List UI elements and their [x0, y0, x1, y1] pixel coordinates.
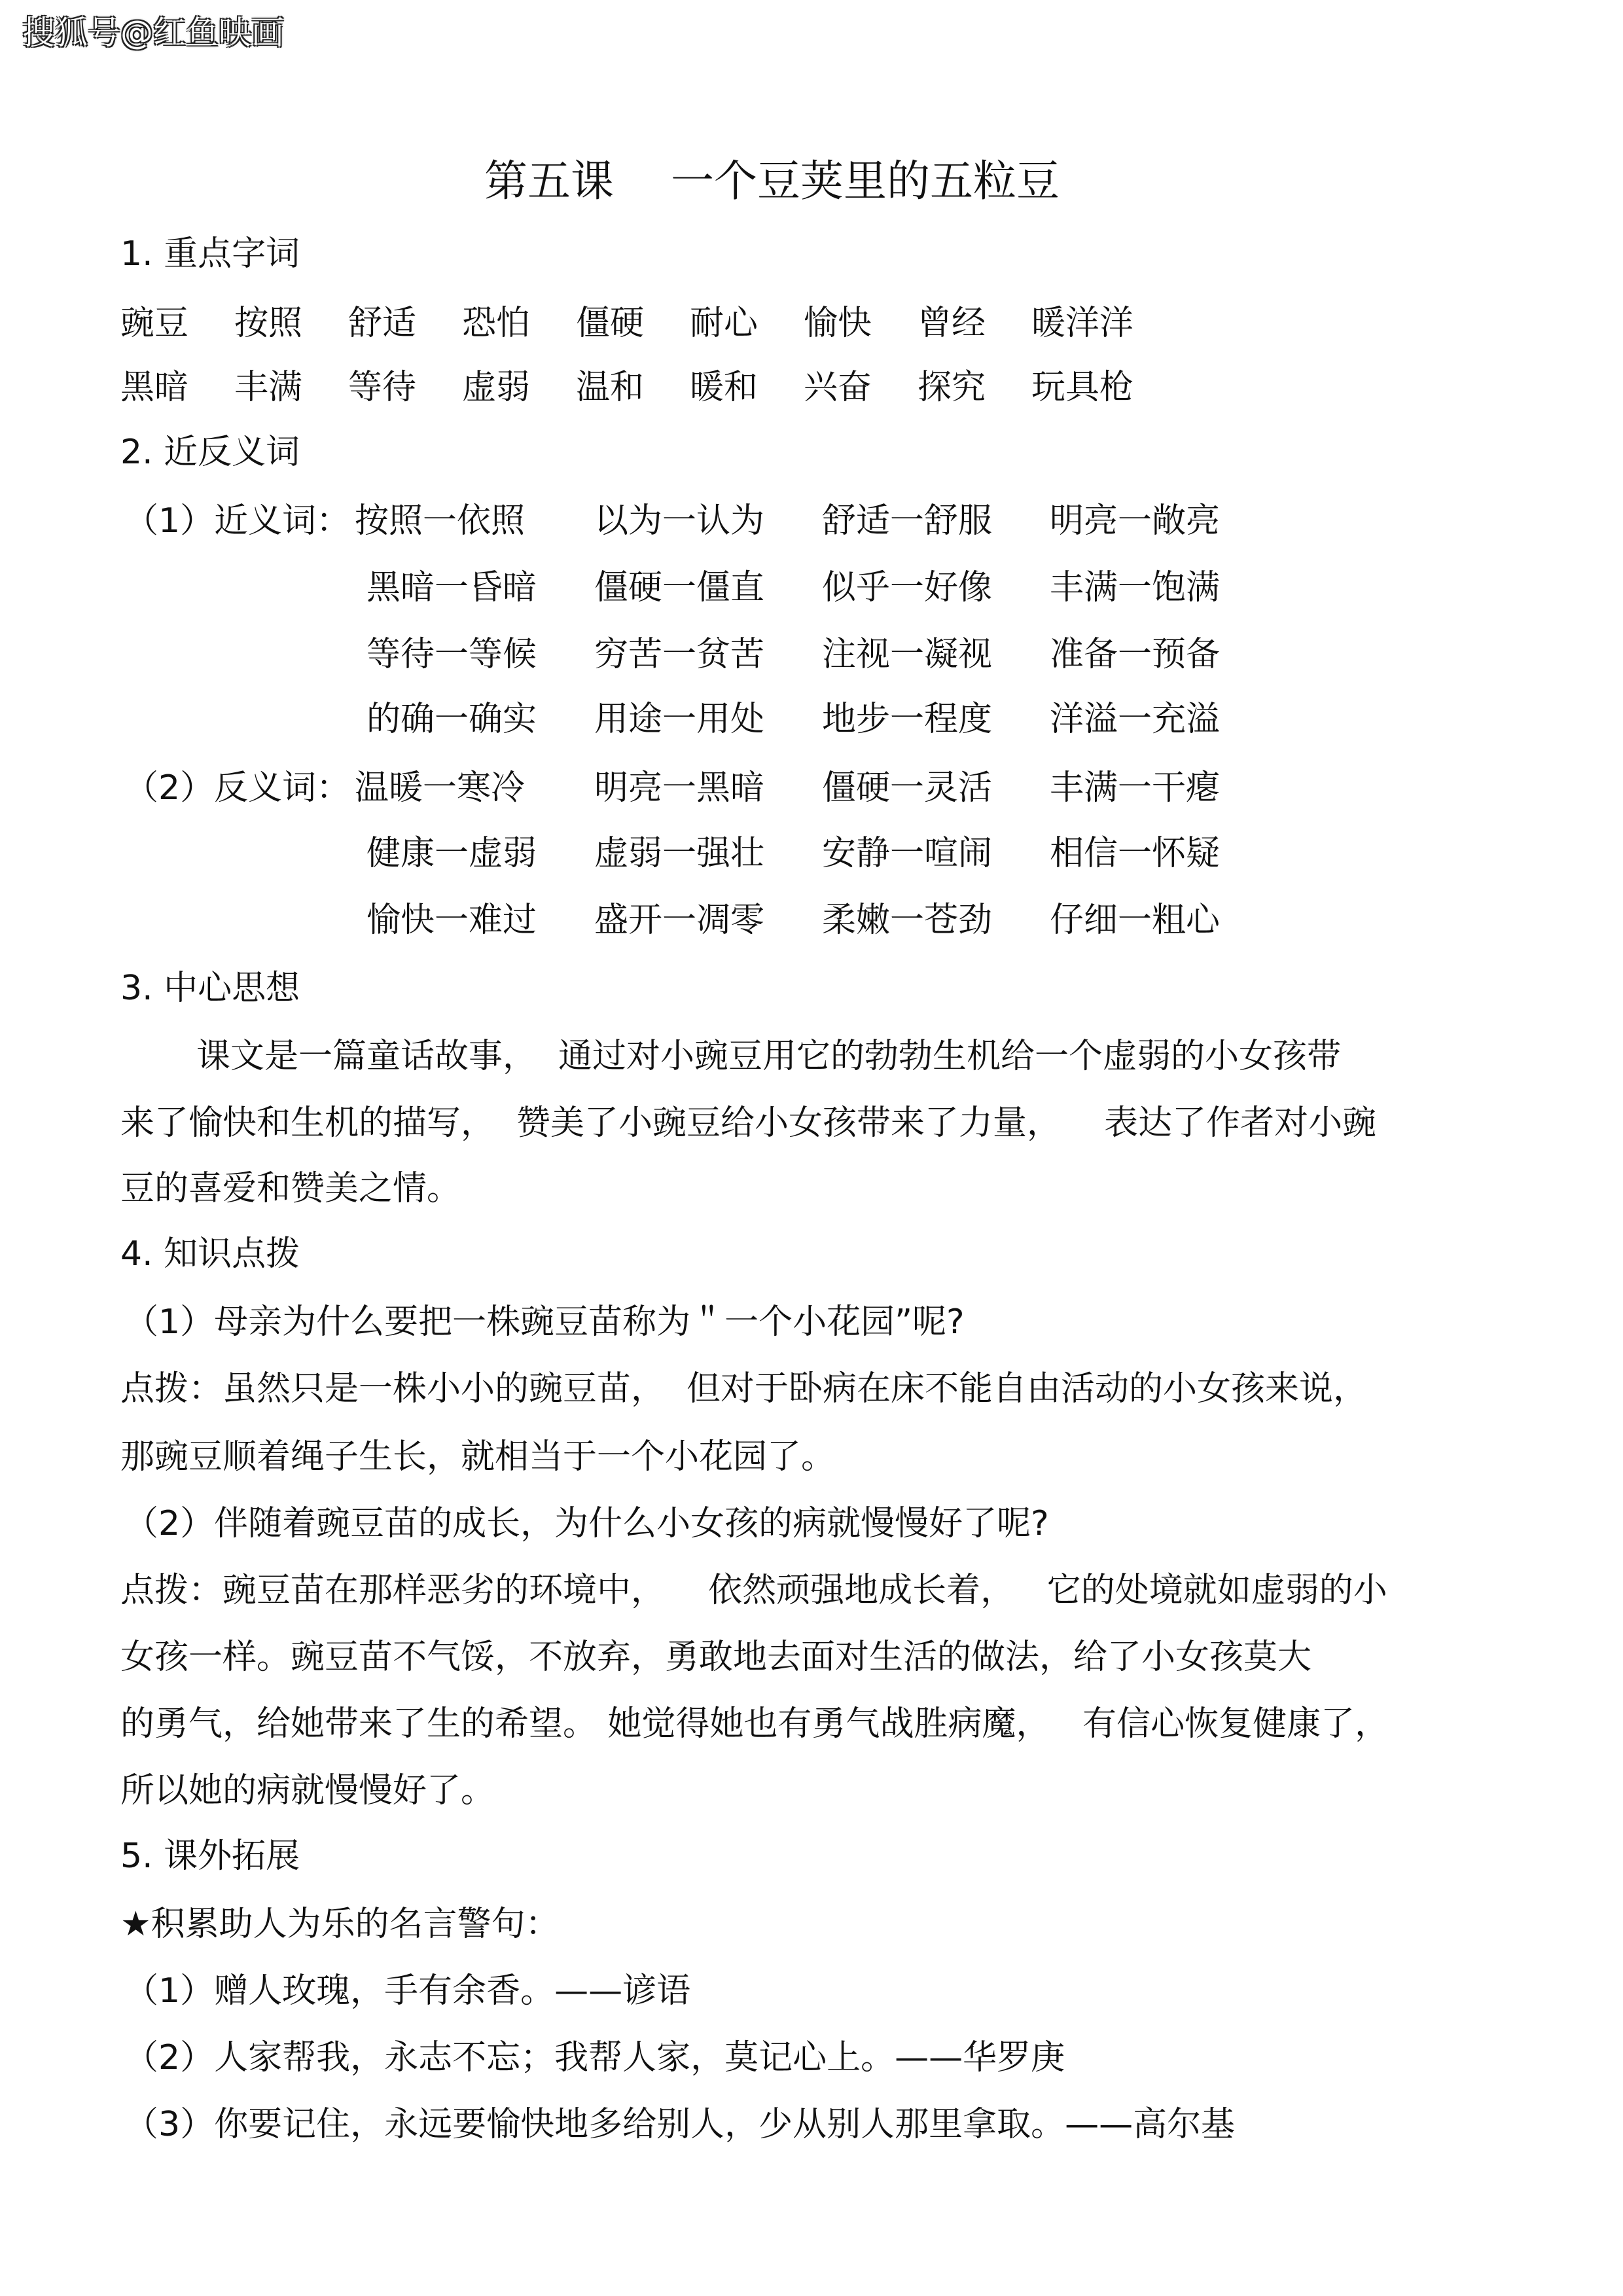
section-5-heading: 5. 课外拓展	[120, 1837, 300, 1876]
question-1: （1）母亲为什么要把一株豌豆苗称为＂一个小花园”呢?	[124, 1302, 965, 1342]
key-word: 愉快	[804, 304, 872, 343]
synonym-pair: 的确一确实	[366, 700, 537, 739]
synonym-pair: 用途一用处	[594, 700, 765, 739]
key-word: 温和	[576, 368, 645, 407]
antonym-pair: 盛开一凋零	[594, 901, 765, 940]
antonym-pair: 虚弱一强壮	[594, 834, 765, 873]
antonym-pair: 柔嫩一苍劲	[822, 901, 993, 940]
watermark: 搜狐号@红鱼映画	[22, 14, 284, 52]
key-word: 曾经	[918, 304, 986, 343]
antonym-pair: 明亮一黑暗	[594, 768, 765, 808]
synonym-pair: 明亮一敞亮	[1050, 501, 1221, 541]
answer-2-line: 的勇气，给她带来了生的希望。 她觉得她也有勇气战胜病魔， 有信心恢复健康了，	[120, 1704, 1389, 1744]
antonym-pair: 安静一喧闹	[822, 834, 993, 873]
quote: （3）你要记住，永远要愉快地多给别人，少从别人那里拿取。——高尔基	[124, 2105, 1236, 2144]
key-word: 豌豆	[120, 304, 189, 343]
synonym-pair: 黑暗一昏暗	[366, 568, 537, 607]
quote: （1）赠人玫瑰，手有余香。——谚语	[124, 1971, 691, 2011]
key-word: 按照	[234, 304, 303, 343]
antonyms-label: （2）反义词：	[124, 768, 351, 808]
synonym-pair: 丰满一饱满	[1050, 568, 1221, 607]
central-idea-line: 豆的喜爱和赞美之情。	[120, 1169, 461, 1208]
section-4-heading: 4. 知识点拨	[120, 1234, 300, 1274]
answer-2-line: 女孩一样。豌豆苗不气馁，不放弃，勇敢地去面对生活的做法，给了小女孩莫大	[120, 1638, 1312, 1677]
quotes-intro: ★积累助人为乐的名言警句：	[120, 1905, 560, 1944]
section-2-heading: 2. 近反义词	[120, 433, 300, 472]
synonym-pair: 似乎一好像	[822, 568, 993, 607]
synonym-pair: 按照一依照	[355, 501, 526, 541]
key-word: 丰满	[234, 368, 303, 407]
antonym-pair: 愉快一难过	[366, 901, 537, 940]
synonyms-label: （1）近义词：	[124, 501, 351, 541]
synonym-pair: 注视一凝视	[822, 635, 993, 674]
central-idea-line: 来了愉快和生机的描写， 赞美了小豌豆给小女孩带来了力量， 表达了作者对小豌	[120, 1103, 1377, 1143]
key-word: 恐怕	[462, 304, 531, 343]
antonym-pair: 僵硬一灵活	[822, 768, 993, 808]
answer-1-line: 点拨：虽然只是一株小小的豌豆苗， 但对于卧病在床不能自由活动的小女孩来说，	[120, 1369, 1368, 1408]
synonym-pair: 等待一等候	[366, 635, 537, 674]
key-word: 暖洋洋	[1031, 304, 1134, 343]
central-idea-line: 课文是一篇童话故事， 通过对小豌豆用它的勃勃生机给一个虚弱的小女孩带	[196, 1037, 1342, 1076]
synonym-pair: 洋溢一充溢	[1050, 700, 1221, 739]
answer-1-line: 那豌豆顺着绳子生长，就相当于一个小花园了。	[120, 1437, 836, 1477]
quote: （2）人家帮我，永志不忘；我帮人家，莫记心上。——华罗庚	[124, 2038, 1065, 2077]
antonym-pair: 相信一怀疑	[1050, 834, 1221, 873]
question-2: （2）伴随着豌豆苗的成长，为什么小女孩的病就慢慢好了呢?	[124, 1504, 1049, 1543]
key-word: 等待	[348, 368, 417, 407]
synonym-pair: 以为一认为	[594, 501, 765, 541]
key-word: 僵硬	[576, 304, 645, 343]
antonym-pair: 健康一虚弱	[366, 834, 537, 873]
synonym-pair: 穷苦一贫苦	[594, 635, 765, 674]
key-word: 黑暗	[120, 368, 189, 407]
antonym-pair: 仔细一粗心	[1050, 901, 1221, 940]
section-1-heading: 1. 重点字词	[120, 234, 300, 274]
key-word: 舒适	[348, 304, 417, 343]
synonym-pair: 僵硬一僵直	[594, 568, 765, 607]
answer-2-line: 所以她的病就慢慢好了。	[120, 1771, 495, 1810]
synonym-pair: 舒适一舒服	[822, 501, 993, 541]
key-word: 兴奋	[804, 368, 872, 407]
key-word: 探究	[918, 368, 986, 407]
synonym-pair: 地步一程度	[822, 700, 993, 739]
answer-2-line: 点拨：豌豆苗在那样恶劣的环境中， 依然顽强地成长着， 它的处境就如虚弱的小	[120, 1571, 1387, 1610]
antonym-pair: 温暖一寒冷	[355, 768, 526, 808]
key-word: 暖和	[690, 368, 758, 407]
antonym-pair: 丰满一干瘪	[1050, 768, 1221, 808]
key-word: 耐心	[690, 304, 758, 343]
lesson-title: 第五课 一个豆荚里的五粒豆	[484, 156, 1060, 206]
synonym-pair: 准备一预备	[1050, 635, 1221, 674]
key-word: 虚弱	[462, 368, 531, 407]
section-3-heading: 3. 中心思想	[120, 969, 300, 1008]
key-word: 玩具枪	[1031, 368, 1134, 407]
